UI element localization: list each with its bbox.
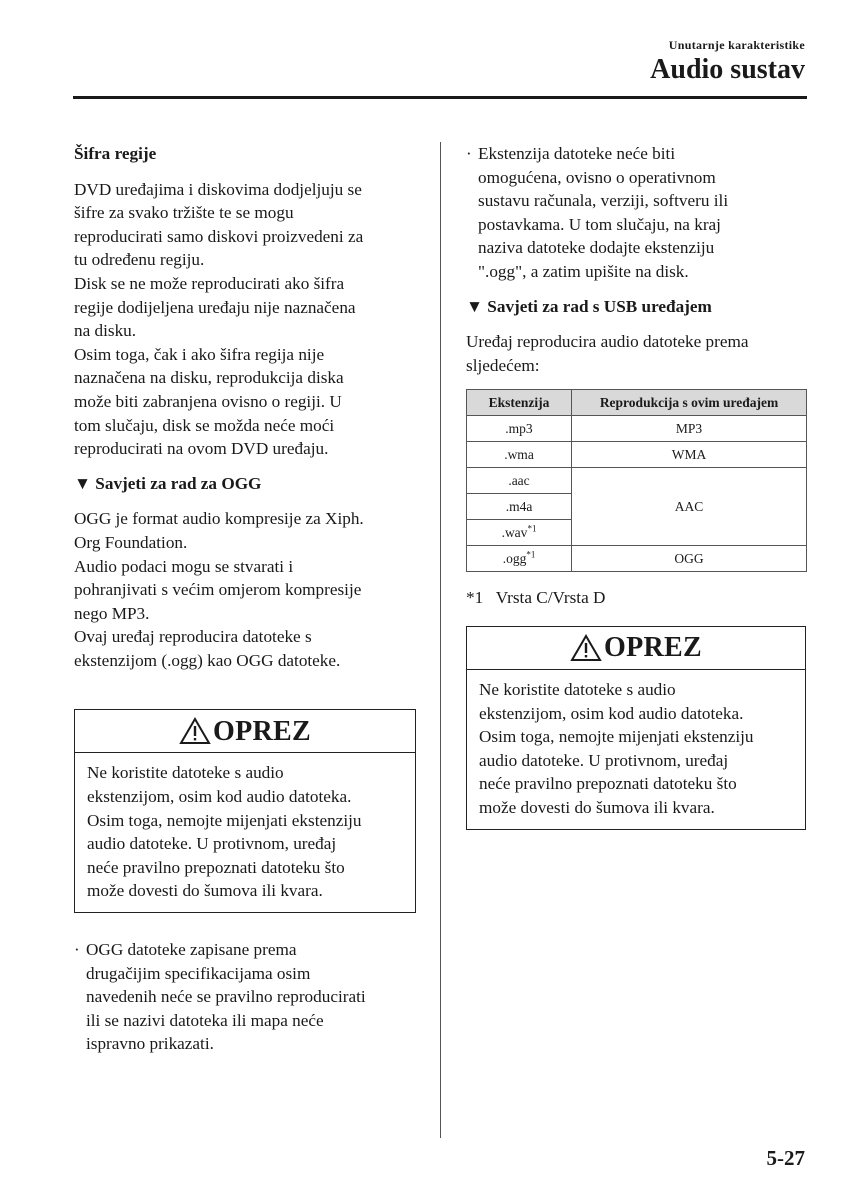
text-line: šifre za svako tržište te se mogu xyxy=(74,203,294,223)
text-line: tom slučaju, disk se možda neće moći xyxy=(74,415,335,435)
text-line: može dovesti do šumova ili kvara. xyxy=(479,797,715,817)
table-header-playback: Reprodukcija s ovim uređajem xyxy=(572,390,807,416)
text-line: regije dodijeljena uređaju nije naznačena xyxy=(74,297,356,317)
page-title: Audio sustav xyxy=(650,54,805,85)
header-rule xyxy=(73,96,807,99)
text-line: pohranjivati s većim omjerom kompresije xyxy=(74,580,362,600)
caution-title: OPREZ xyxy=(604,632,702,664)
page-number: 5-27 xyxy=(766,1146,805,1170)
text-line: Org Foundation. xyxy=(74,532,188,552)
text-line: na disku. xyxy=(74,321,137,341)
extension-note xyxy=(466,142,811,284)
table-cell-playback: WMA xyxy=(572,442,807,468)
caution-body xyxy=(467,670,805,829)
format-table xyxy=(466,389,807,572)
text-line: može biti zabranjena ovisno o regiji. U xyxy=(74,391,342,411)
table-cell-extension: .m4a xyxy=(467,494,572,520)
caution-box xyxy=(466,626,806,830)
text-line: ekstenzijom, osim kod audio datoteka. xyxy=(479,703,744,723)
ogg-spec-note xyxy=(74,938,419,1056)
text-line: ekstenzijom, osim kod audio datoteka. xyxy=(87,787,352,807)
caution-title: OPREZ xyxy=(213,715,311,747)
text-line: reproducirati na ovom DVD uređaju. xyxy=(74,439,329,459)
text-line: Audio podaci mogu se stvarati i xyxy=(74,556,294,576)
text-line: postavkama. U tom slučaju, na kraj xyxy=(478,214,721,234)
text-line: drugačijim specifikacijama osim xyxy=(86,963,311,983)
table-header-extension: Ekstenzija xyxy=(467,390,572,416)
ogg-tips-text xyxy=(74,507,419,672)
text-line: ispravno prikazati. xyxy=(86,1034,214,1054)
table-row xyxy=(467,416,807,442)
left-column xyxy=(74,142,419,1056)
table-cell-playback: MP3 xyxy=(572,416,807,442)
text-line: može dovesti do šumova ili kvara. xyxy=(87,881,323,901)
text-line: neće pravilno prepoznati datoteku što xyxy=(479,774,737,794)
text-line: ".ogg", a zatim upišite na disk. xyxy=(478,261,689,281)
text-line: Ne koristite datoteke s audio xyxy=(87,763,284,783)
table-row xyxy=(467,546,807,572)
text-line: ekstenzijom (.ogg) kao OGG datoteke. xyxy=(74,650,341,670)
text-line: Uređaj reproducira audio datoteke prema xyxy=(466,332,749,352)
table-cell-extension: .ogg$^{*1}$ xyxy=(467,546,572,572)
text-line: tu određenu regiju. xyxy=(74,250,205,270)
table-cell-extension: .wma xyxy=(467,442,572,468)
bullet-dot: · xyxy=(74,940,80,960)
text-line: omogućena, ovisno o operativnom xyxy=(478,167,716,187)
section-label: Unutarnje karakteristike xyxy=(668,38,805,52)
text-line: audio datoteke. U protivnom, uređaj xyxy=(87,834,337,854)
caution-body xyxy=(75,753,415,912)
column-divider xyxy=(440,142,441,1138)
warning-icon xyxy=(570,634,602,662)
text-line: Ovaj uređaj reproducira datoteke s xyxy=(74,627,312,647)
right-column xyxy=(466,142,811,830)
text-line: Ekstenzija datoteke neće biti xyxy=(478,144,676,163)
text-line: sustavu računala, verziji, softveru ili xyxy=(478,191,729,211)
caution-header xyxy=(75,710,415,753)
text-line: reproducirati samo diskovi proizvedeni za xyxy=(74,226,364,246)
caution-header xyxy=(467,627,805,670)
bullet-dot: · xyxy=(466,144,472,163)
ogg-tips-heading: ▼ Savjeti za rad za OGG xyxy=(74,473,262,493)
text-line: naziva datoteke dodajte ekstenziju xyxy=(478,238,715,258)
text-line: Disk se ne može reproducirati ako šifra xyxy=(74,273,345,293)
table-cell-playback: OGG xyxy=(572,546,807,572)
text-line: naznačena na disku, reprodukcija diska xyxy=(74,368,344,388)
table-cell-extension: .wav$^{*1}$ xyxy=(467,520,572,546)
text-line: Osim toga, nemojte mijenjati ekstenziju xyxy=(87,810,362,830)
text-line: sljedećem: xyxy=(466,355,540,375)
text-line: OGG datoteke zapisane prema xyxy=(86,940,297,960)
table-footnote: *1 Vrsta C/Vrsta D xyxy=(466,588,606,608)
text-line: OGG je format audio kompresije za Xiph. xyxy=(74,509,364,529)
usb-tips-heading: ▼ Savjeti za rad s USB uređajem xyxy=(466,296,712,316)
text-line: Osim toga, čak i ako šifra regija nije xyxy=(74,344,325,364)
warning-icon xyxy=(179,717,211,745)
text-line: ili se nazivi datoteka ili mapa neće xyxy=(86,1010,324,1030)
table-row xyxy=(467,442,807,468)
table-cell-extension: .aac xyxy=(467,468,572,494)
text-line: neće pravilno prepoznati datoteku što xyxy=(87,857,345,877)
text-line: DVD uređajima i diskovima dodjeljuju se xyxy=(74,179,362,199)
text-line: Osim toga, nemojte mijenjati ekstenziju xyxy=(479,727,754,747)
table-cell-playback: AAC xyxy=(572,468,807,546)
table-row xyxy=(467,468,807,494)
region-code-heading: Šifra regije xyxy=(74,144,157,163)
text-line: audio datoteke. U protivnom, uređaj xyxy=(479,750,729,770)
text-line: Ne koristite datoteke s audio xyxy=(479,679,676,699)
text-line: navedenih neće se pravilno reproducirati xyxy=(86,987,366,1007)
region-code-text xyxy=(74,178,419,461)
caution-box xyxy=(74,709,416,913)
text-line: nego MP3. xyxy=(74,603,150,623)
table-cell-extension: .mp3 xyxy=(467,416,572,442)
